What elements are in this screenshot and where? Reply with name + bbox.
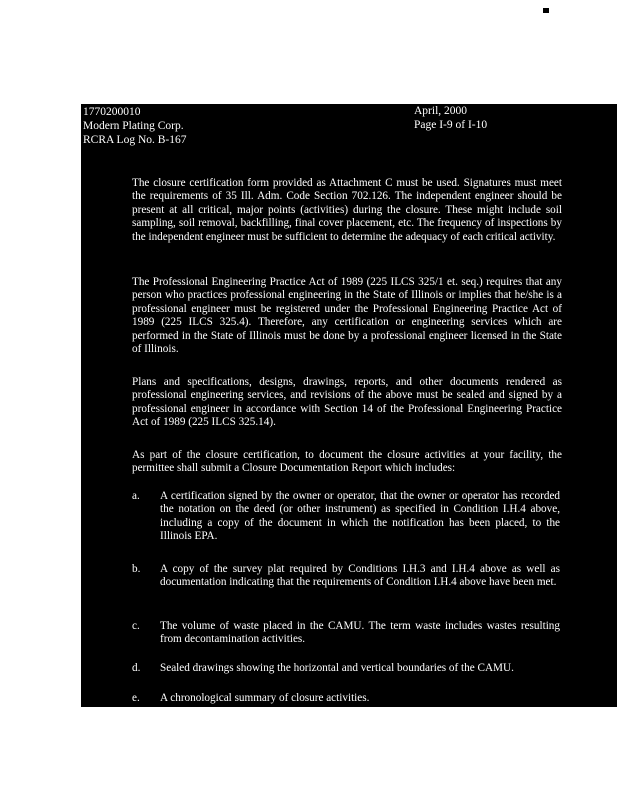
company-name: Modern Plating Corp. [83,120,184,132]
list-item-letter: c. [132,620,140,632]
document-page [81,104,617,707]
paragraph-plans-specifications: Plans and specifications, designs, drawings, reports, and other documents rendered as professional engineering services, and revisions of the above must be sealed and signed by a professional engineer in accordance with Section 14 of the Professional Engineering Practice Act of 1989 (225 ILCS 325.14). [132,376,562,429]
list-item-text: The volume of waste placed in the CAMU. The term waste includes wastes resulting from decontamination activities. [160,620,560,646]
document-date: April, 2000 [414,105,468,117]
paragraph-certification-form: The closure certification form provided as Attachment C must be used. Signatures must meet the requirements of 35 Ill. Adm. Code Section 702.126. The independent engineer should be present at all critical, major points (activities) during the closure. These might include soil sampling, soil removal, backfilling, final cover placement, etc. The frequency of inspections by the independent engineer must be sufficient to determine the adequacy of each critical activity. [132,177,562,243]
paragraph-closure-report: As part of the closure certification, to document the closure activities at your facility, the permittee shall submit a Closure Documentation Report which includes: [132,449,562,475]
list-item-text: A chronological summary of closure activities. [160,692,370,704]
paragraph-engineering-act: The Professional Engineering Practice Act of 1989 (225 ILCS 325/1 et. seq.) requires that any person who practices professional engineering in the State of Illinois or implies that he/she is a professional engineer must be registered under the Professional Engineering Practice Act of 1989 (225 ILCS 325.4). Therefore, any certification or engineering services which are performed in the State of Illinois must be done by a professional engineer licensed in the State of Illinois. [132,276,562,356]
list-item-letter: e. [132,692,140,704]
list-item-letter: d. [132,662,141,674]
facility-id: 1770200010 [83,106,141,118]
header-left [83,105,187,147]
list-item-text: A certification signed by the owner or operator, that the owner or operator has recorded the notation on the deed (or other instrument) as specified in Condition I.H.4 above, including a copy of the document in which the notification has been placed, to the Illinois EPA. [160,490,560,543]
list-item-text: A copy of the survey plat required by Conditions I.H.3 and I.H.4 above as well as documentation indicating that the requirements of Condition I.H.4 above have been met. [160,563,560,589]
header-right [414,104,487,132]
log-number: RCRA Log No. B-167 [83,134,187,146]
list-item-text: Sealed drawings showing the horizontal and vertical boundaries of the CAMU. [160,662,514,674]
page-number: Page I-9 of I-10 [414,119,488,131]
list-item-letter: a. [132,490,140,502]
scan-mark [543,8,549,13]
list-item-letter: b. [132,563,141,575]
